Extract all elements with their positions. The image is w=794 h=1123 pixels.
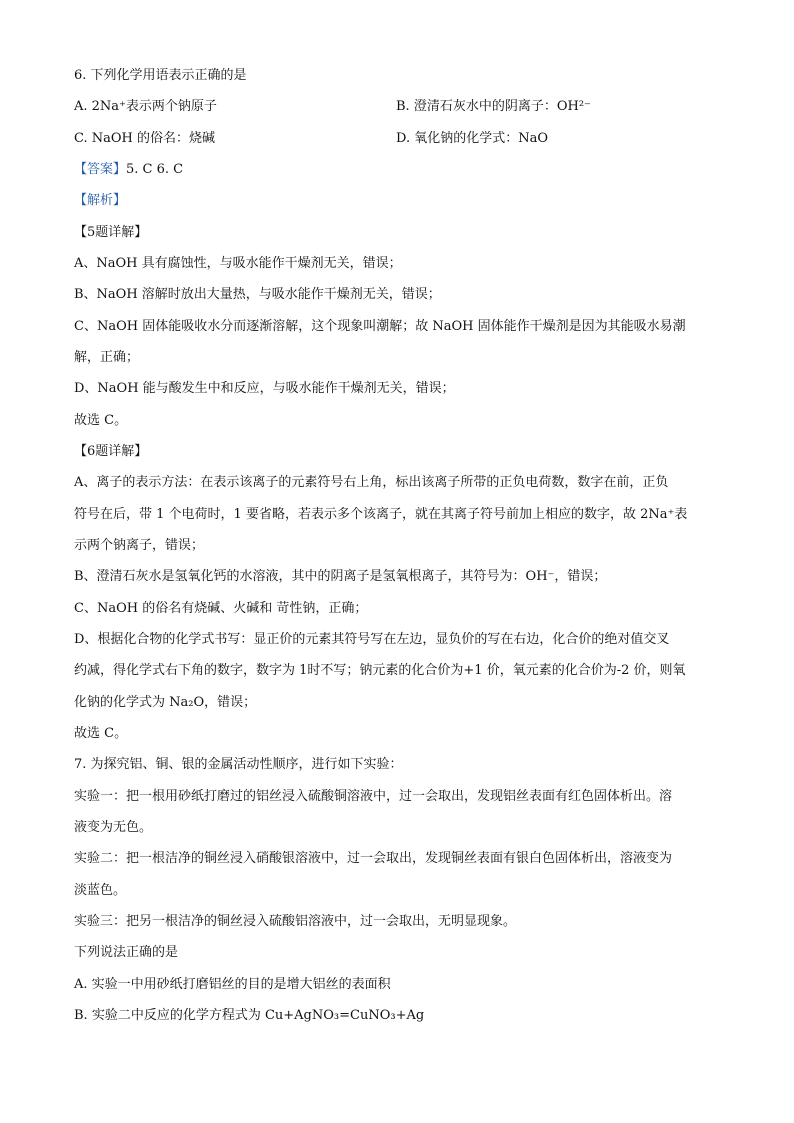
q5-detail-line: B、NaOH 溶解时放出大量热，与吸水能作干燥剂无关，错误； [74, 287, 441, 302]
question-6-option-c: C. NaOH 的俗名：烧碱 [74, 131, 216, 146]
q6-detail-line: 化钠的化学式为 Na₂O，错误； [74, 695, 257, 710]
question-6-option-a: A. 2Na⁺表示两个钠原子 [74, 99, 217, 114]
q6-detail-line: 示两个钠离子，错误； [74, 538, 205, 553]
question-7-line: 实验三：把另一根洁净的铜丝浸入硫酸铝溶液中，过一会取出，无明显现象。 [74, 914, 517, 929]
analysis-label: 【解析】 [74, 193, 127, 208]
q6-detail-line: A、离子的表示方法：在表示该离子的元素符号右上角，标出该离子所带的正负电荷数，数字在前，正负 [74, 475, 669, 490]
q6-detail-line: D、根据化合物的化学式书写：显正价的元素其符号写在左边，显负价的写在右边，化合价的绝对值交叉 [74, 632, 670, 647]
q6-detail-line: 故选 C。 [74, 726, 128, 741]
question-7-line: 实验二：把一根洁净的铜丝浸入硝酸银溶液中，过一会取出，发现铜丝表面有银白色固体析出，溶液变为 [74, 851, 673, 866]
q6-detail-line: 符号在后，带 1 个电荷时，1 要省略，若表示多个该离子，就在其离子符号前加上相应的数字，故 2Na⁺表 [74, 507, 688, 522]
question-7-line: 7. 为探究铝、铜、银的金属活动性顺序，进行如下实验： [74, 757, 403, 772]
question-7-line: 实验一：把一根用砂纸打磨过的铝丝浸入硫酸铜溶液中，过一会取出，发现铝丝表面有红色固体析出。溶 [74, 789, 673, 804]
q5-detail-line: 故选 C。 [74, 413, 128, 428]
question-7-option-b: B. 实验二中反应的化学方程式为 Cu+AgNO₃=CuNO₃+Ag [74, 1008, 425, 1023]
q5-detail-line: 解，正确； [74, 350, 140, 365]
q6-detail-line: C、NaOH 的俗名有烧碱、火碱和 苛性钠，正确； [74, 601, 368, 616]
answer-line [74, 161, 183, 179]
q5-detail-title: 【5题详解】 [74, 225, 148, 240]
question-6-option-d: D. 氧化钠的化学式：NaO [396, 131, 549, 146]
answer-text: 5. C 6. C [126, 162, 184, 177]
q5-detail-line: D、NaOH 能与酸发生中和反应，与吸水能作干燥剂无关，错误； [74, 381, 455, 396]
q5-detail-line: A、NaOH 具有腐蚀性，与吸水能作干燥剂无关，错误； [74, 256, 402, 271]
q6-detail-line: B、澄清石灰水是氢氧化钙的水溶液，其中的阴离子是氢氧根离子，其符号为：OH⁻，错误； [74, 569, 607, 584]
answer-label: 【答案】 [74, 162, 127, 177]
q6-detail-title: 【6题详解】 [74, 444, 148, 459]
question-6-option-b: B. 澄清石灰水中的阴离子：OH²⁻ [396, 99, 591, 114]
q5-detail-line: C、NaOH 固体能吸收水分而逐渐溶解，这个现象叫潮解；故 NaOH 固体能作干燥剂是因为其能吸水易潮 [74, 319, 686, 334]
question-7-line: 液变为无色。 [74, 820, 153, 835]
question-7-option-a: A. 实验一中用砂纸打磨铝丝的目的是增大铝丝的表面积 [74, 977, 391, 992]
question-6-stem: 6. 下列化学用语表示正确的是 [74, 68, 247, 83]
question-7-line: 淡蓝色。 [74, 883, 127, 898]
q6-detail-line: 约减，得化学式右下角的数字，数字为 1时不写；钠元素的化合价为+1 价，氧元素的化合价为-2 价，则氧 [74, 663, 686, 678]
question-7-line: 下列说法正确的是 [74, 945, 179, 960]
